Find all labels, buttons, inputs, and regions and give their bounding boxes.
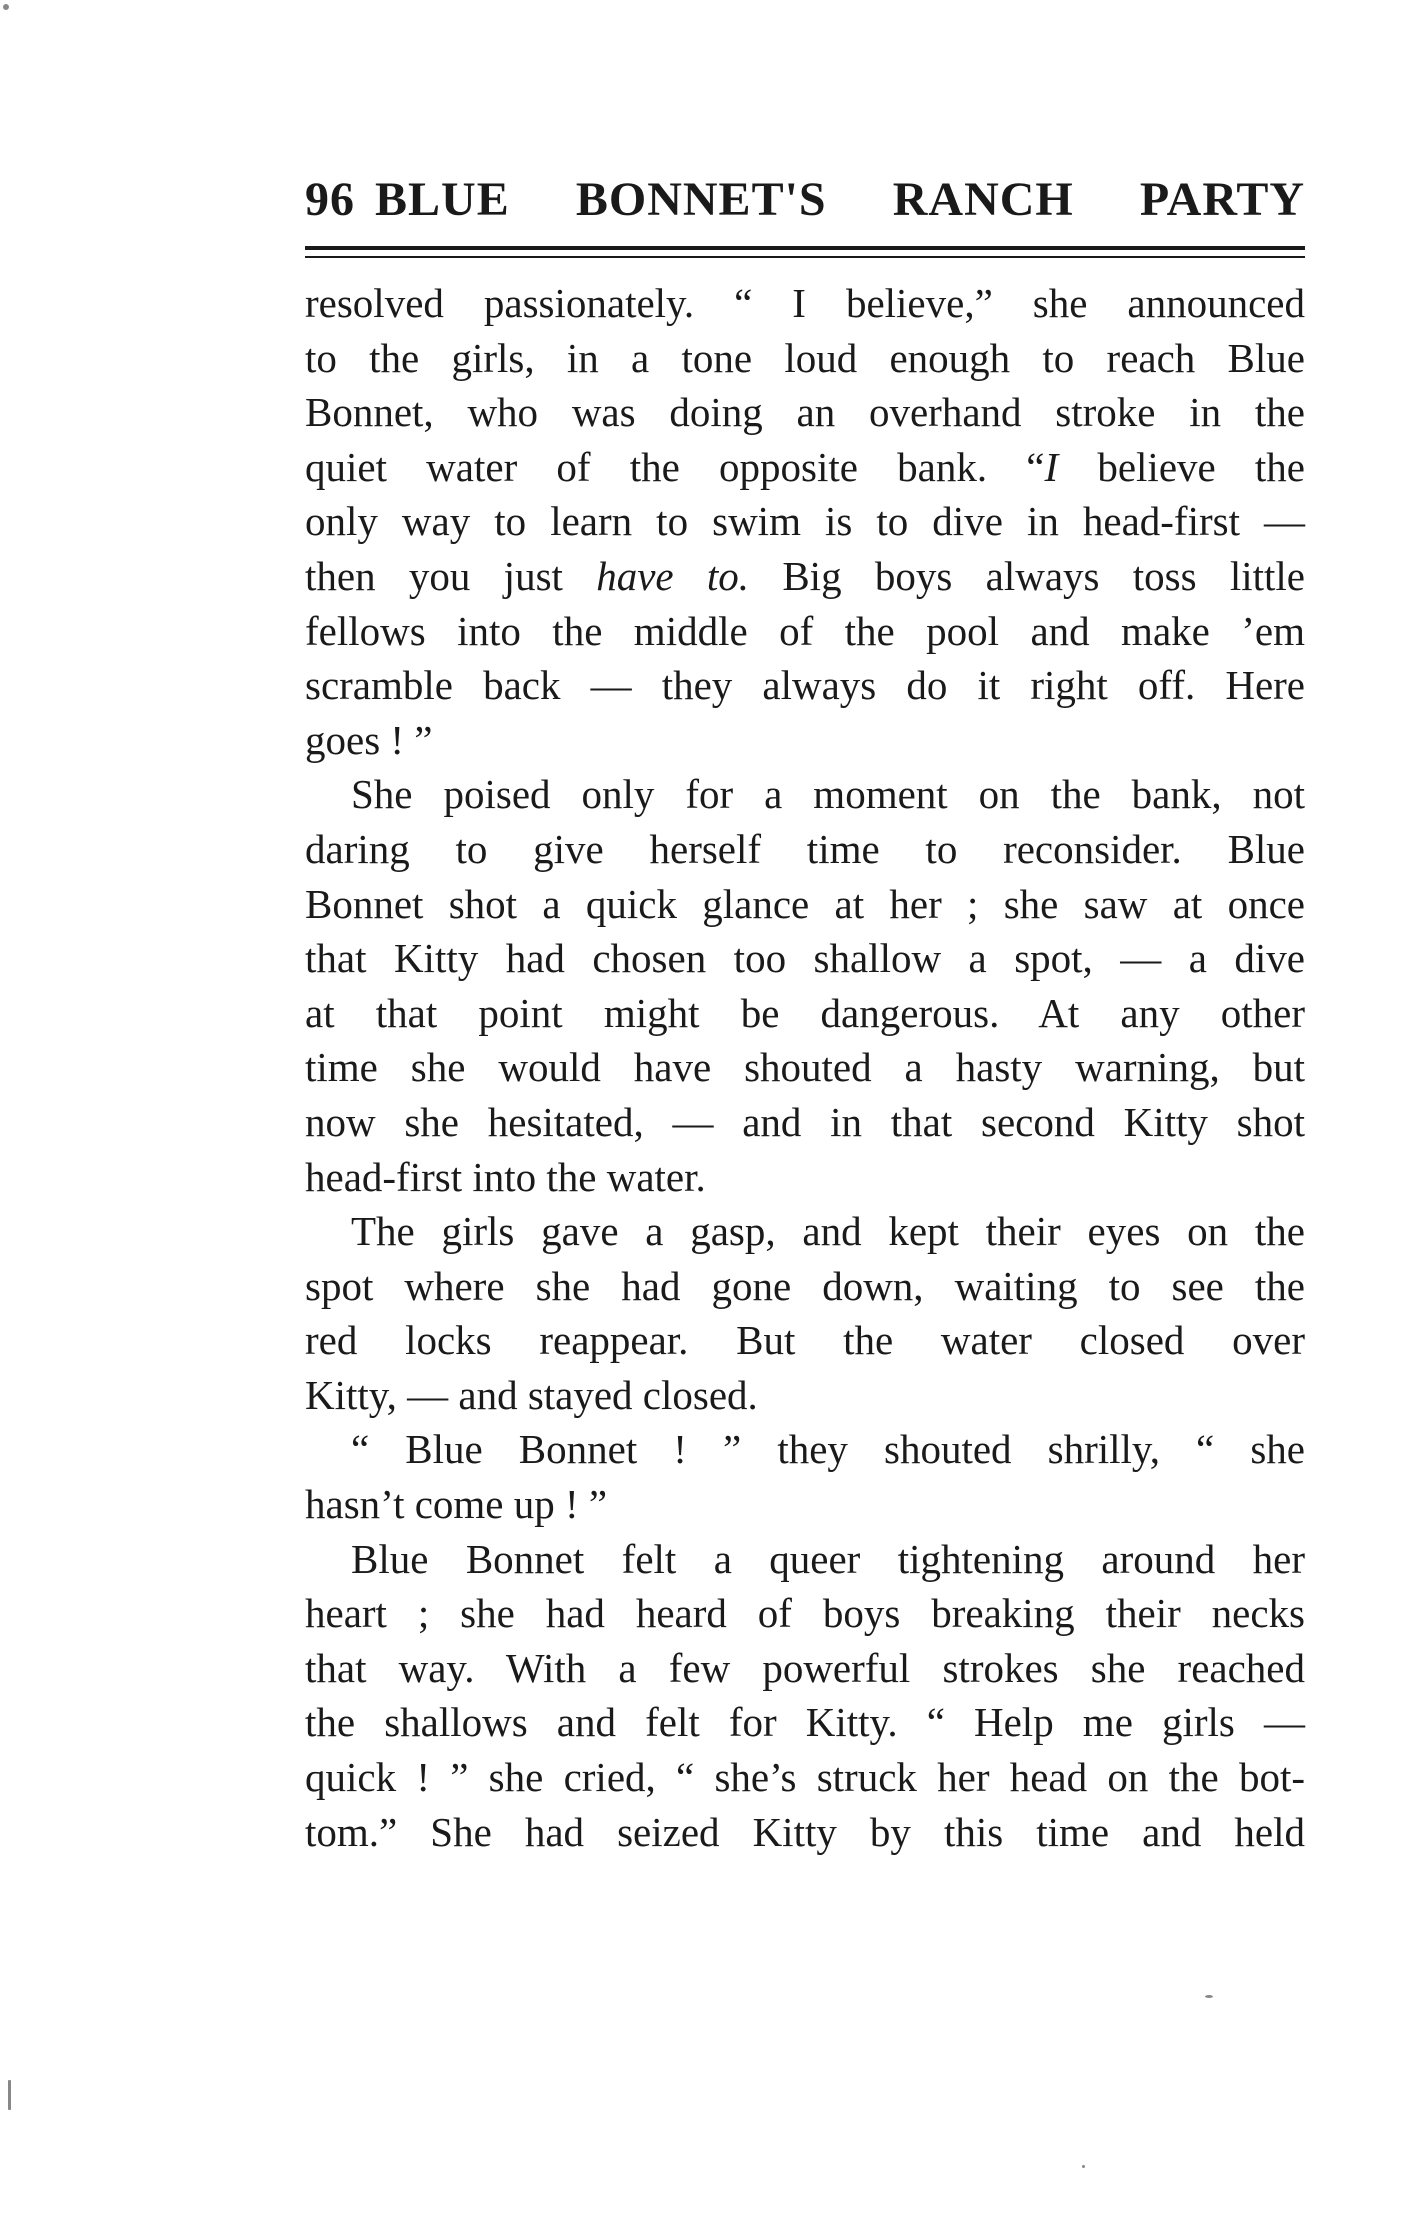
text-fragment: believe the xyxy=(1058,443,1305,490)
page-number: 96 xyxy=(305,173,355,226)
italic-text: have to. xyxy=(596,552,750,599)
scan-speck xyxy=(3,4,9,10)
paragraph-1 xyxy=(305,276,1305,767)
text-line: spot where she had gone down, waiting to see the xyxy=(305,1262,1305,1309)
header-rule xyxy=(305,246,1305,258)
running-head xyxy=(305,170,1305,230)
text-line: hasn’t come up ! ” xyxy=(305,1481,608,1528)
running-title: BLUE BONNET'S RANCH PARTY xyxy=(375,173,1305,226)
scan-speck xyxy=(8,2080,11,2110)
text-line: quick ! ” she cried, “ she’s struck her head on the bot- xyxy=(305,1754,1305,1801)
paragraph-5 xyxy=(305,1532,1305,1860)
text-line xyxy=(305,549,1305,604)
text-line: The girls gave a gasp, and kept their eyes on the xyxy=(351,1208,1305,1255)
paragraph-4 xyxy=(305,1422,1305,1531)
text-line: She poised only for a moment on the bank, not xyxy=(351,771,1305,818)
text-line: tom.” She had seized Kitty by this time and held xyxy=(305,1808,1305,1855)
text-fragment: then you just xyxy=(305,552,597,599)
paragraph-2 xyxy=(305,767,1305,1204)
text-line: goes ! ” xyxy=(305,716,433,763)
book-page xyxy=(305,170,1305,1859)
text-fragment: Big boys always toss little xyxy=(749,552,1306,599)
text-line: resolved passionately. “ I believe,” she announced xyxy=(305,280,1305,326)
text-line: at that point might be dangerous. At any other xyxy=(305,989,1305,1036)
text-line: daring to give herself time to reconsider. Blue xyxy=(305,825,1305,872)
text-line: Bonnet, who was doing an overhand stroke in the xyxy=(305,389,1305,436)
text-line: Bonnet shot a quick glance at her ; she saw at once xyxy=(305,880,1305,927)
text-line: heart ; she had heard of boys breaking their necks xyxy=(305,1590,1305,1637)
text-line: head-first into the water. xyxy=(305,1153,706,1200)
scan-speck xyxy=(1205,1995,1213,1998)
text-line: the shallows and felt for Kitty. “ Help me girls — xyxy=(305,1699,1305,1746)
text-line: that way. With a few powerful strokes she reached xyxy=(305,1644,1305,1691)
text-line: now she hesitated, — and in that second Kitty shot xyxy=(305,1098,1305,1145)
italic-text: I xyxy=(1044,443,1059,490)
text-line: time she would have shouted a hasty warning, but xyxy=(305,1044,1305,1091)
paragraph-3 xyxy=(305,1204,1305,1422)
body-text xyxy=(305,276,1305,1859)
text-line: Kitty, — and stayed closed. xyxy=(305,1371,758,1418)
text-line: scramble back — they always do it right off. Here xyxy=(305,662,1305,709)
text-line: only way to learn to swim is to dive in head-first — xyxy=(305,498,1305,545)
text-line xyxy=(305,440,1305,495)
text-line: that Kitty had chosen too shallow a spot, — a dive xyxy=(305,935,1305,982)
scan-speck xyxy=(1082,2165,1085,2168)
text-line: to the girls, in a tone loud enough to reach Blue xyxy=(305,334,1305,381)
text-line: Blue Bonnet felt a queer tightening around her xyxy=(351,1535,1305,1582)
text-fragment: quiet water of the opposite bank. “ xyxy=(305,443,1045,490)
text-line: red locks reappear. But the water closed over xyxy=(305,1317,1305,1364)
text-line: “ Blue Bonnet ! ” they shouted shrilly, “ she xyxy=(351,1426,1305,1473)
text-line: fellows into the middle of the pool and make ’em xyxy=(305,607,1305,654)
